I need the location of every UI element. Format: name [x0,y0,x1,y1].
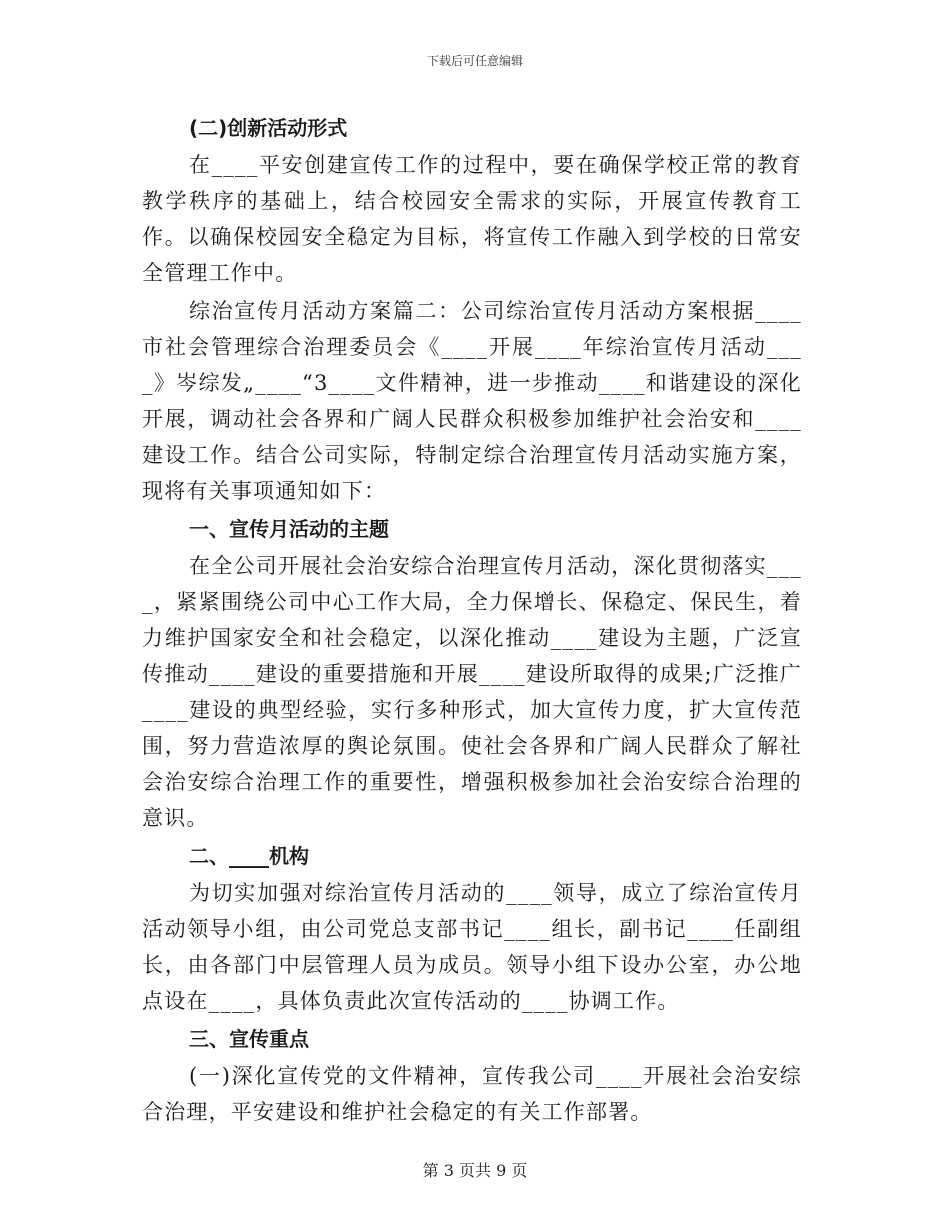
page-number: 第 3 页共 9 页 [422,1161,528,1180]
paragraph-campus-safety: 在____平安创建宣传工作的过程中，要在确保学校正常的教育教学秩序的基础上，结合校园安全需求的实际，开展宣传教育工作。以确保校园安全稳定为目标，将宣传工作融入到学校的日常安全管理工作中。 [142,153,802,285]
paragraph-organization: 为切实加强对综治宣传月活动的____领导，成立了综治宣传月活动领导小组，由公司党总支部书记____组长，副书记____任副组长，由各部门中层管理人员为成员。领导小组下设办公室，办公地点设在____，具体负责此次宣传活动的____协调工作。 [142,881,802,1013]
paragraph-theme: 在全公司开展社会治安综合治理宣传月活动，深化贯彻落实____，紧紧围绕公司中心工作大局，全力保增长、保稳定、保民生，着力维护国家安全和社会稳定，以深化推动____建设为主题，广泛宣传推动____建设的重要措施和开展____建设所取得的成果;广泛推广____建设的典型经验，实行多种形式，加大宣传力度，扩大宣传范围，努力营造浓厚的舆论氛围。使社会各界和广阔人民群众了解社会治安综合治理工作的重要性，增强积极参加社会治安综合治理的意识。 [142,554,802,830]
section-heading-innovation: (二)创新活动形式 [189,116,348,140]
page-header: 下载后可任意编辑 [426,54,523,68]
paragraph-focus-1: (一)深化宣传党的文件精神，宣传我公司____开展社会治安综合治理，平安建设和维护社会稳定的有关工作部署。 [142,1064,802,1124]
section-heading-theme: 一、宣传月活动的主题 [189,517,389,541]
section-heading-organization: 二、____机构 [189,844,309,868]
section-heading-focus: 三、宣传重点 [189,1027,309,1051]
paragraph-plan-intro: 综治宣传月活动方案篇二：公司综治宣传月活动方案根据____市社会管理综合治理委员会《____开展____年综治宣传月活动____》岑综发„____“3____文件精神，进一步推动____和谐建设的深化开展，调动社会各界和广阔人民群众积极参加维护社会治安和____建设工作。结合公司实际，特制定综合治理宣传月活动实施方案，现将有关事项通知如下： [142,299,802,503]
document-body [142,110,802,1132]
